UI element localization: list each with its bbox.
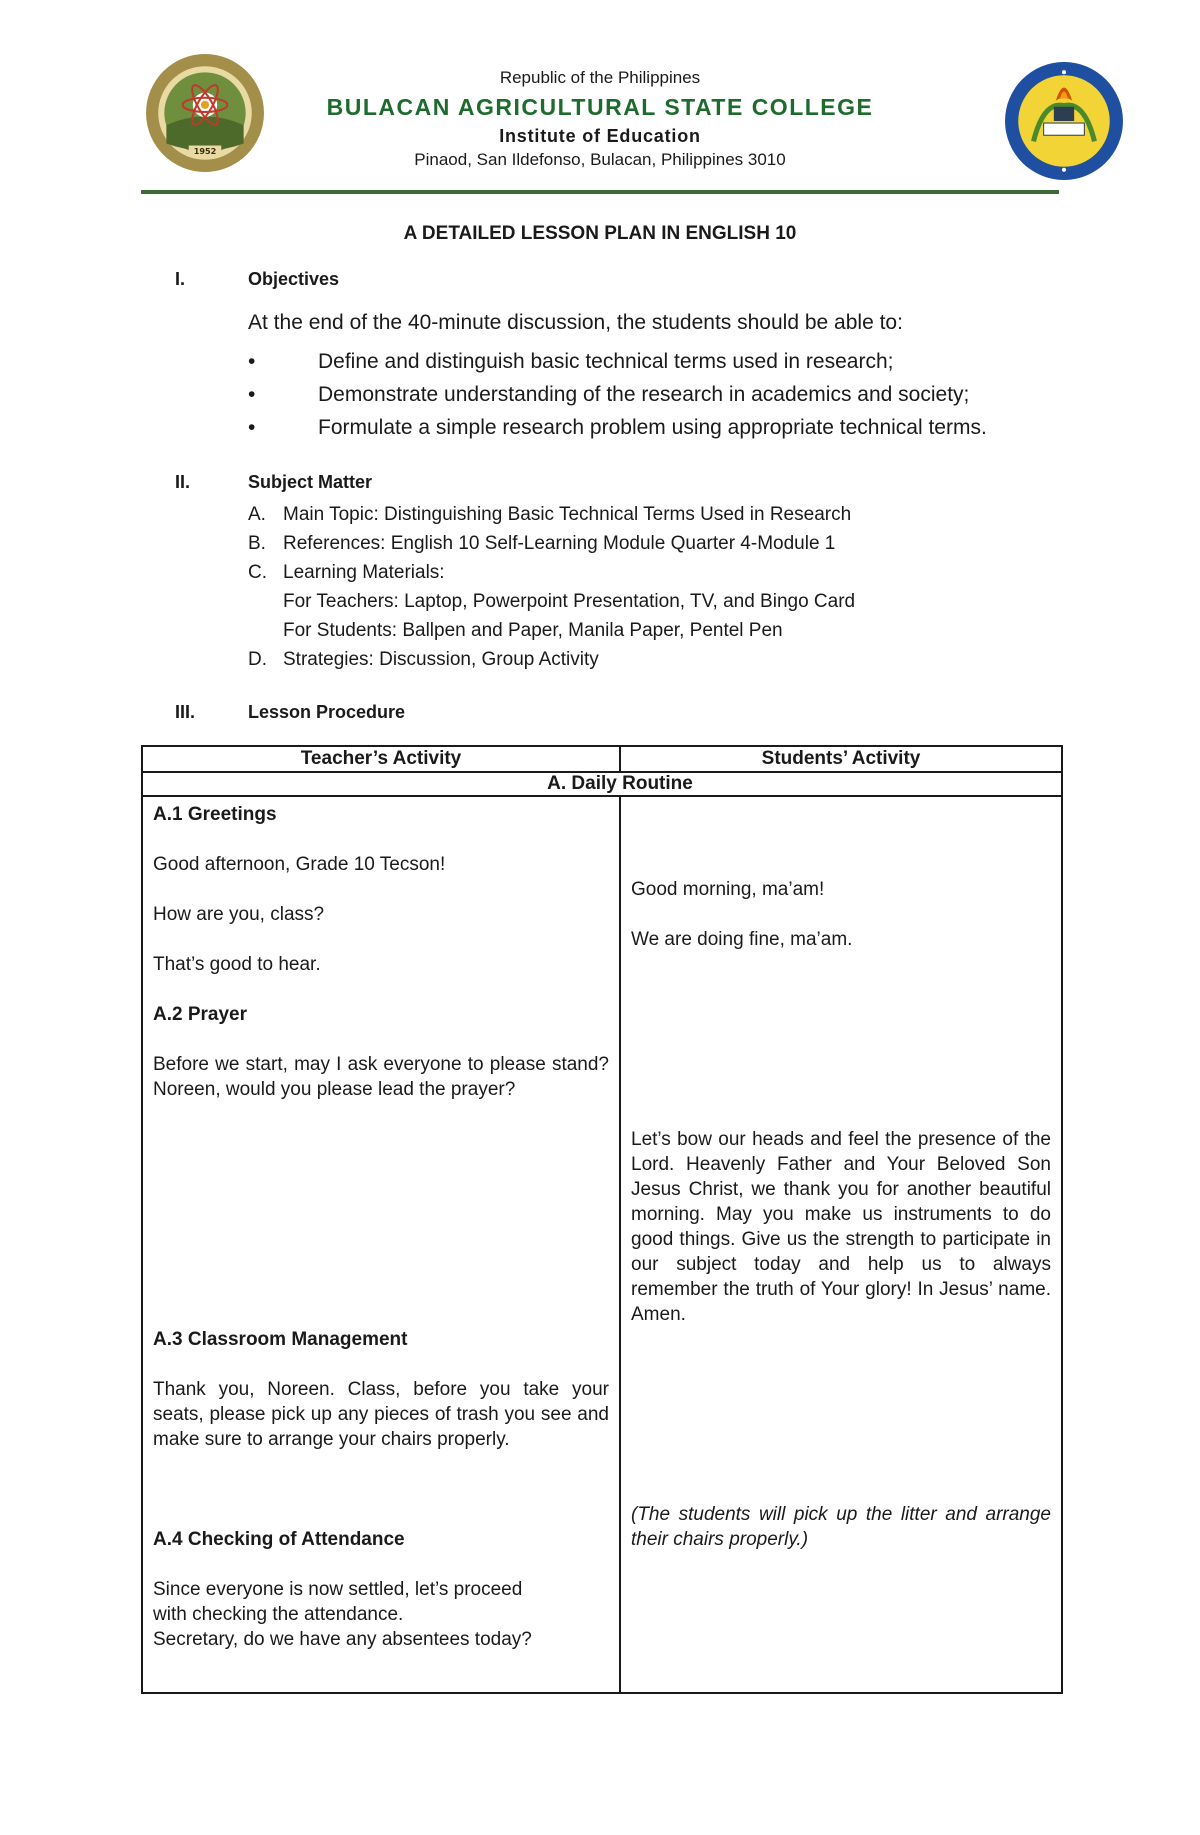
list-item: B. References: English 10 Self-Learning Module Quarter 4-Module 1 — [248, 533, 836, 554]
bullet-icon: • — [248, 350, 256, 373]
teacher-activity-cell — [142, 796, 620, 1693]
management-heading: A.3 Classroom Management — [153, 1329, 408, 1350]
list-item: • Define and distinguish basic technical terms used in research; — [248, 345, 987, 378]
page-title: A DETAILED LESSON PLAN IN ENGLISH 10 — [403, 223, 797, 244]
teacher-line: That’s good to hear. — [153, 954, 321, 975]
teacher-line: How are you, class? — [153, 904, 325, 925]
teacher-prayer-text: Before we start, may I ask everyone to please stand? Noreen, would you please lead the prayer? — [153, 1054, 609, 1100]
list-item: • Formulate a simple research problem using appropriate technical terms. — [248, 411, 987, 444]
list-item: D. Strategies: Discussion, Group Activity — [248, 649, 599, 670]
subject-matter-heading: Subject Matter — [248, 472, 373, 492]
daily-routine-header: A. Daily Routine — [142, 772, 1062, 796]
student-line: We are doing fine, ma’am. — [631, 929, 853, 950]
teacher-line: Good afternoon, Grade 10 Tecson! — [153, 854, 446, 875]
student-prayer-text: Let’s bow our heads and feel the presence of the Lord. Heavenly Father and Your Beloved Son Jesus Christ, we thank you for another beautiful morning. May you make us instruments to do good things. Give us the strength to participate in our subject today and help us to always remember the truth of Your glory! In Jesus’ name. Amen. — [631, 1129, 1051, 1325]
greetings-heading: A.1 Greetings — [153, 804, 277, 825]
bullet-icon: • — [248, 416, 256, 439]
college-name: BULACAN AGRICULTURAL STATE COLLEGE — [326, 94, 874, 120]
list-item: • Demonstrate understanding of the research in academics and society; — [248, 378, 987, 411]
students-activity-header: Students’ Activity — [620, 746, 1062, 772]
list-item: A. Main Topic: Distinguishing Basic Technical Terms Used in Research — [248, 504, 852, 525]
objectives-intro: At the end of the 40-minute discussion, the students should be able to: — [248, 311, 903, 334]
materials-students: For Students: Ballpen and Paper, Manila Paper, Pentel Pen — [283, 620, 783, 641]
list-item: C. Learning Materials: — [248, 562, 445, 583]
procedure-heading: Lesson Procedure — [248, 702, 406, 722]
header-divider — [141, 190, 1059, 194]
lesson-procedure-table — [141, 745, 1063, 1694]
college-address: Pinaod, San Ildefonso, Bulacan, Philippines 3010 — [414, 150, 786, 169]
teacher-line: with checking the attendance. — [153, 1604, 404, 1625]
procedure-number: III. — [175, 702, 196, 722]
teacher-line: Secretary, do we have any absentees today? — [153, 1629, 532, 1650]
objectives-list — [248, 345, 987, 444]
materials-teachers: For Teachers: Laptop, Powerpoint Presentation, TV, and Bingo Card — [283, 591, 856, 612]
objectives-number: I. — [175, 269, 186, 289]
objectives-heading: Objectives — [248, 269, 340, 289]
subject-matter-list — [248, 500, 855, 674]
teacher-activity-header: Teacher’s Activity — [142, 746, 620, 772]
subject-matter-number: II. — [175, 472, 191, 492]
students-activity-cell — [620, 796, 1062, 1693]
teacher-management-text: Thank you, Noreen. Class, before you take your seats, please pick up any pieces of trash you see and make sure to arrange your chairs properly. — [153, 1379, 609, 1450]
student-line: Good morning, ma’am! — [631, 879, 825, 900]
prayer-heading: A.2 Prayer — [153, 1004, 248, 1025]
institute-name: Institute of Education — [499, 126, 701, 146]
seal-year: 1952 — [193, 146, 217, 157]
student-management-text: (The students will pick up the litter and arrange their chairs properly.) — [631, 1504, 1051, 1550]
teacher-line: Since everyone is now settled, let’s proceed — [153, 1579, 523, 1600]
republic-line: Republic of the Philippines — [499, 68, 701, 87]
attendance-heading: A.4 Checking of Attendance — [153, 1529, 405, 1550]
bullet-icon: • — [248, 383, 256, 406]
